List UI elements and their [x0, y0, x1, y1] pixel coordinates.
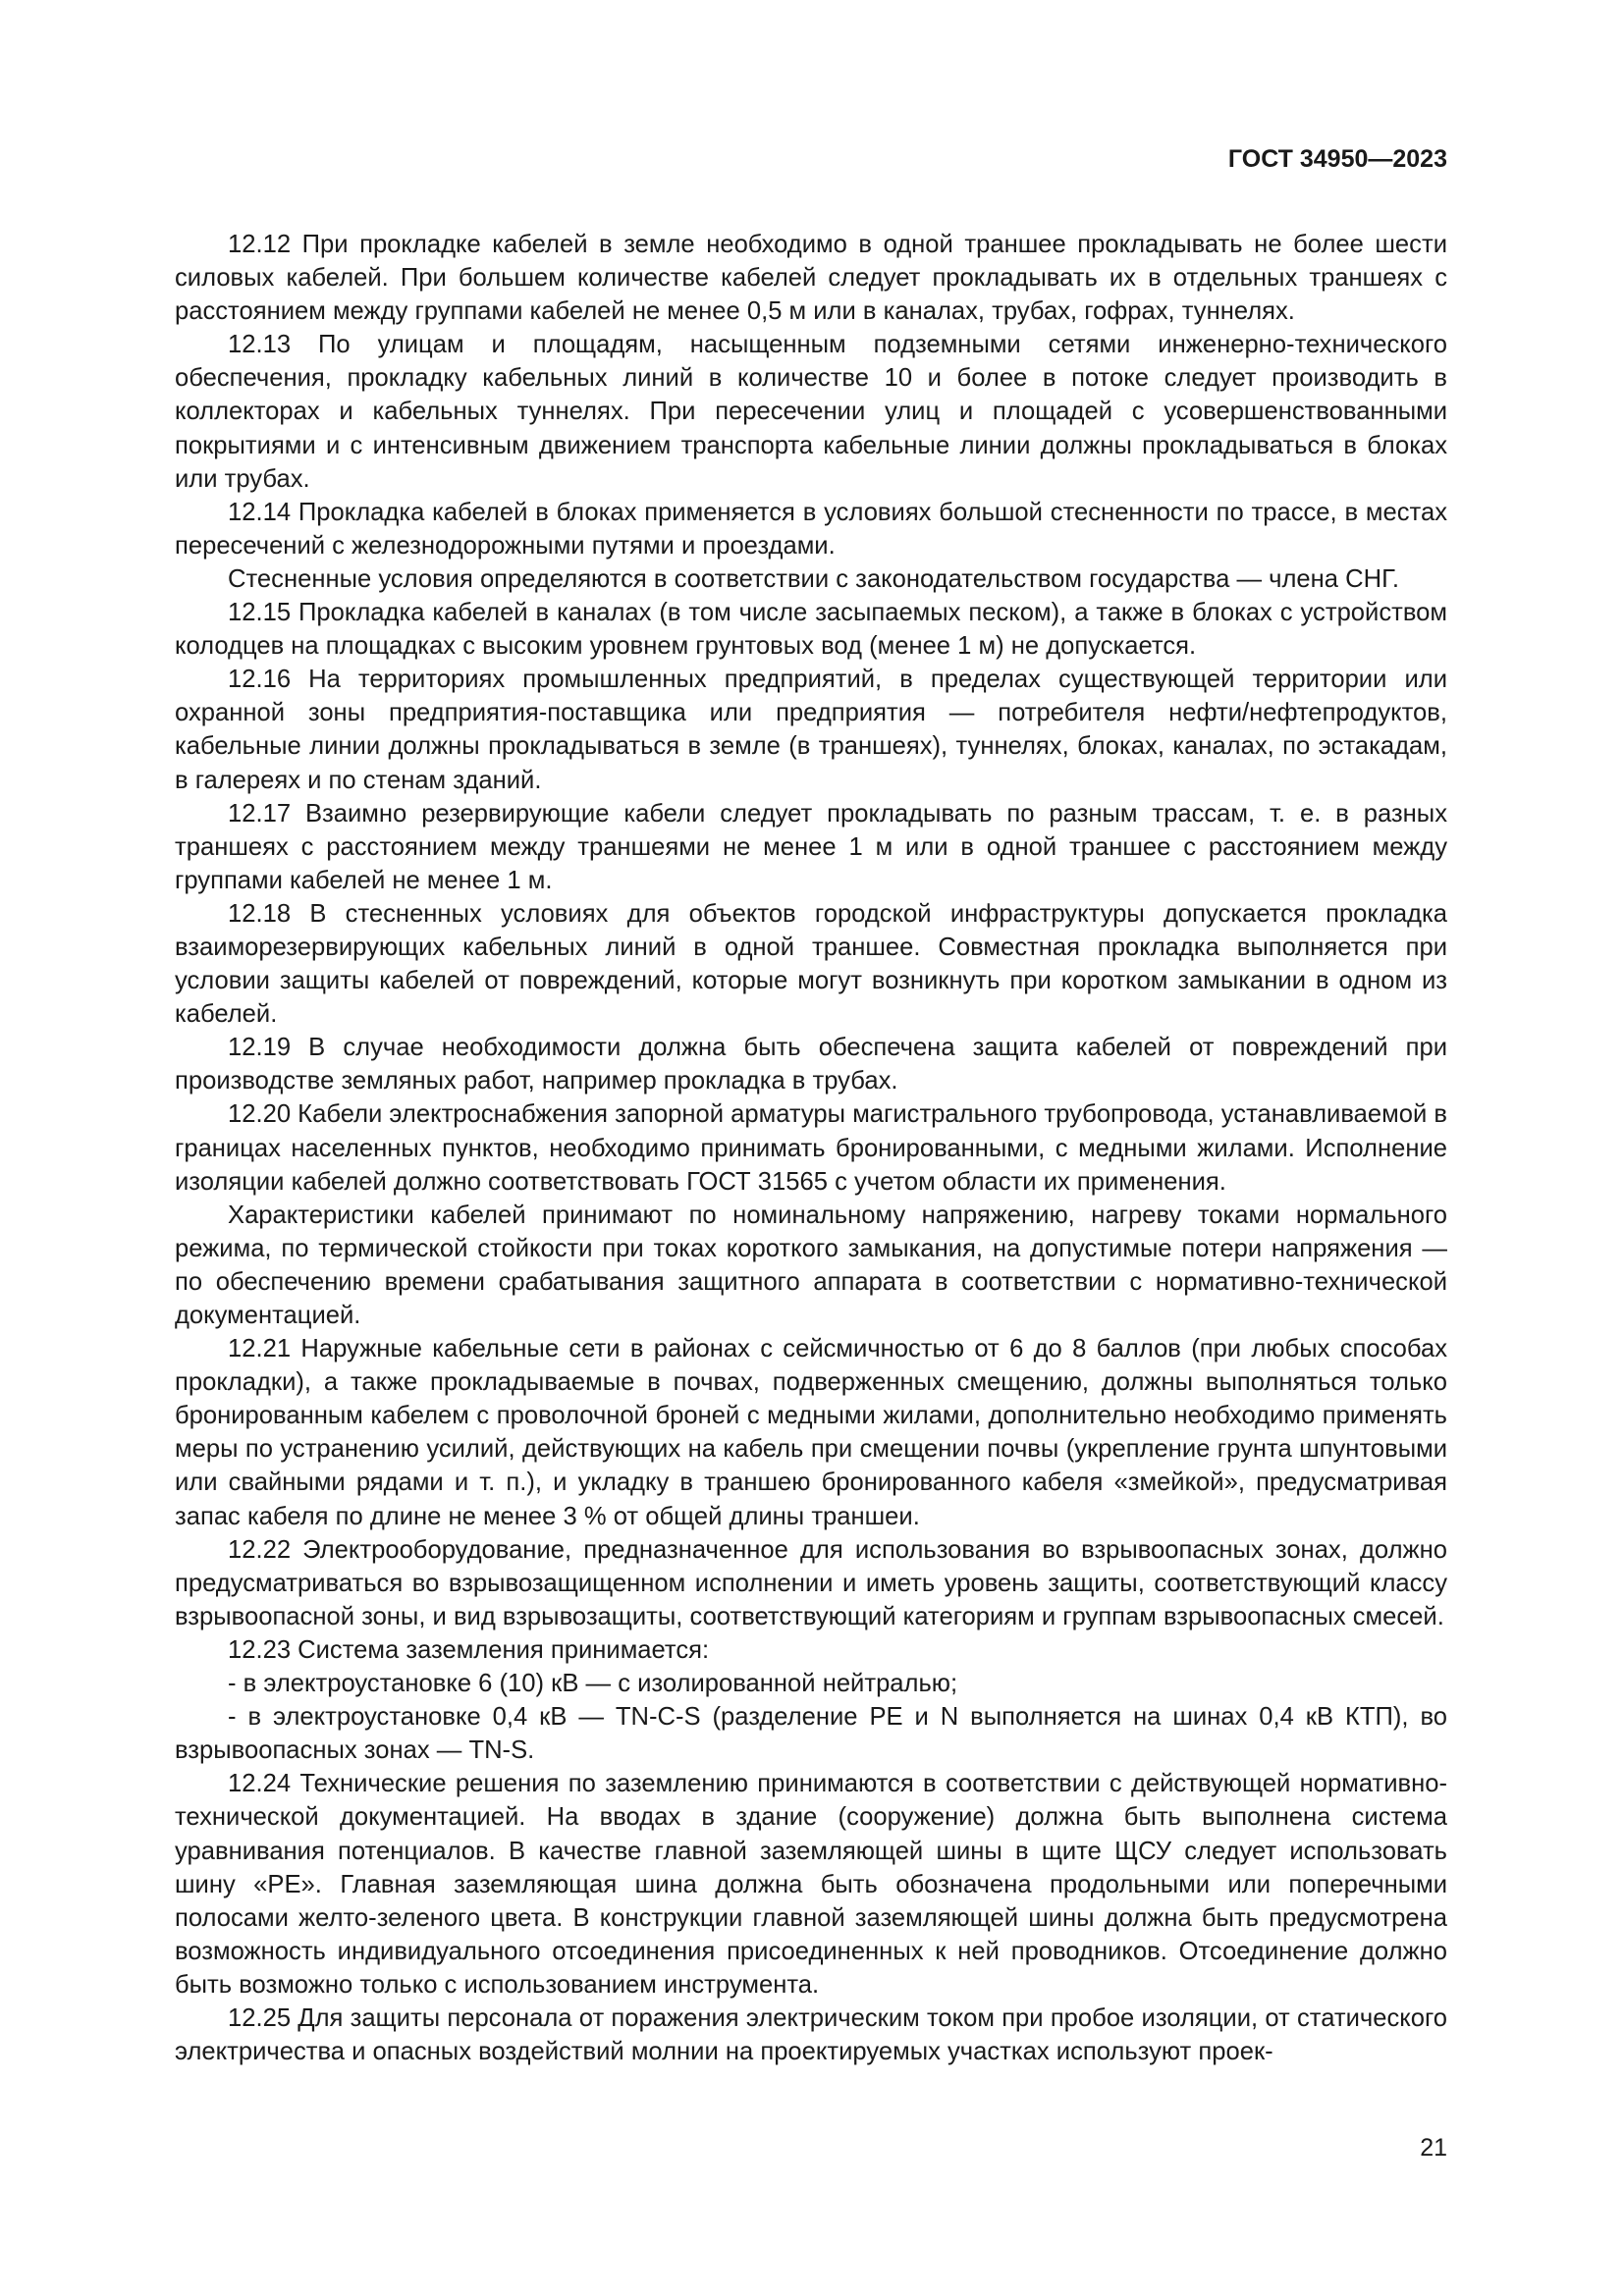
paragraph-12-21: 12.21 Наружные кабельные сети в районах с сейсмичностью от 6 до 8 баллов (при любых способах прокладки), а также прокладываемые в почвах, подверженных смещению, должны выполняться только бронированным кабелем с проволочной броней с медными жилами, дополнительно необходимо применять меры по устранению усилий, действующих на кабель при смещении почвы (укрепление грунта шпунтовыми или свайными рядами и т. п.), и укладку в траншею бронированного кабеля «змейкой», предусматривая запас кабеля по длине не менее 3 % от общей длины траншеи.: [175, 1335, 1447, 1530]
paragraph-cable-characteristics: Характеристики кабелей принимают по номинальному напряжению, нагреву токами нормального режима, по термической стойкости при токах короткого замыкания, на допустимые потери напряжения — по обеспечению времени срабатывания защитного аппарата в соответствии с нормативно-технической документацией.: [175, 1201, 1447, 1329]
paragraph-12-18: 12.18 В стесненных условиях для объектов городской инфраструктуры допускается прокладка взаиморезервирующих кабельных линий в одной траншее. Совместная прокладка выполняется при условии защиты кабелей от повреждений, которые могут возникнуть при коротком замыкании в одном из кабелей.: [175, 899, 1447, 1029]
paragraph-12-25: 12.25 Для защиты персонала от поражения электрическим током при пробое изоляции, от статического электричества и опасных воздействий молнии на проектируемых участках используют проек-: [175, 2003, 1447, 2066]
paragraph-12-12: 12.12 При прокладке кабелей в земле необходимо в одной траншее прокладывать не более шести силовых кабелей. При большем количестве кабелей следует прокладывать их в отдельных траншеях с расстоянием между группами кабелей не менее 0,5 м или в каналах, трубах, гофрах, туннелях.: [175, 231, 1447, 326]
paragraph-12-23: 12.23 Система заземления принимается:: [228, 1635, 710, 1664]
paragraph-12-19: 12.19 В случае необходимости должна быть обеспечена защита кабелей от повреждений при производстве земляных работ, например прокладка в трубах.: [175, 1034, 1447, 1095]
paragraph-12-24: 12.24 Технические решения по заземлению принимаются в соответствии с действующей нормативно-технической документацией. На вводах в здание (сооружение) должна быть выполнена система уравнивания потенциалов. В качестве главной заземляющей шины в щите ЩСУ следует использовать шину «PE». Главная заземляющая шина должна быть обозначена продольными или поперечными полосами желто-зеленого цвета. В конструкции главной заземляющей шины должна быть предусмотрена возможность индивидуального отсоединения присоединенных к ней проводников. Отсоединение должно быть возможно только с использованием инструмента.: [175, 1770, 1447, 1999]
paragraph-12-20: 12.20 Кабели электроснабжения запорной арматуры магистрального трубопровода, устанавливаемой в границах населенных пунктов, необходимо принимать бронированными, с медными жилами. Исполнение изоляции кабелей должно соответствовать ГОСТ 31565 с учетом области их применения.: [175, 1100, 1447, 1196]
paragraph-constrained-conditions: Стесненные условия определяются в соответствии с законодательством государства — члена СНГ.: [228, 564, 1399, 593]
paragraph-12-15: 12.15 Прокладка кабелей в каналах (в том числе засыпаемых песком), а также в блоках с устройством колодцев на площадках с высоким уровнем грунтовых вод (менее 1 м) не допускается.: [175, 599, 1447, 661]
document-body: [175, 228, 1447, 2068]
paragraph-12-22: 12.22 Электрооборудование, предназначенное для использования во взрывоопасных зонах, должно предусматриваться во взрывозащищенном исполнении и иметь уровень защиты, соответствующий классу взрывоопасной зоны, и вид взрывозащиты, соответствующий категориям и группам взрывоопасных смесей.: [175, 1535, 1447, 1630]
paragraph-12-13: 12.13 По улицам и площадям, насыщенным подземными сетями инженерно-технического обеспечения, прокладку кабельных линий в количестве 10 и более в потоке следует производить в коллекторах и кабельных туннелях. При пересечении улиц и площадей с усовершенствованными покрытиями и с интенсивным движением транспорта кабельные линии должны прокладываться в блоках или трубах.: [175, 331, 1447, 493]
document-id-header: ГОСТ 34950—2023: [1227, 145, 1447, 173]
paragraph-12-16: 12.16 На территориях промышленных предприятий, в пределах существующей территории или охранной зоны предприятия-поставщика или предприятия — потребителя нефти/нефтепродуктов, кабельные линии должны прокладываться в земле (в траншеях), туннелях, блоках, каналах, по эстакадам, в галереях и по стенам зданий.: [175, 666, 1447, 794]
list-item-0-4kv: - в электроустановке 0,4 кВ — TN-C-S (разделение PE и N выполняется на шинах 0,4 кВ КТП), во взрывоопасных зонах — TN-S.: [175, 1703, 1447, 1765]
paragraph-12-17: 12.17 Взаимно резервирующие кабели следует прокладывать по разным трассам, т. е. в разных траншеях с расстоянием между траншеями не менее 1 м или в одной траншее с расстоянием между группами кабелей не менее 1 м.: [175, 799, 1447, 894]
list-item-6-10kv: - в электроустановке 6 (10) кВ — с изолированной нейтралью;: [228, 1670, 958, 1698]
paragraph-12-14: 12.14 Прокладка кабелей в блоках применяется в условиях большой стесненности по трассе, в местах пересечений с железнодорожными путями и проездами.: [175, 498, 1447, 560]
page-number: 21: [1420, 2134, 1447, 2162]
